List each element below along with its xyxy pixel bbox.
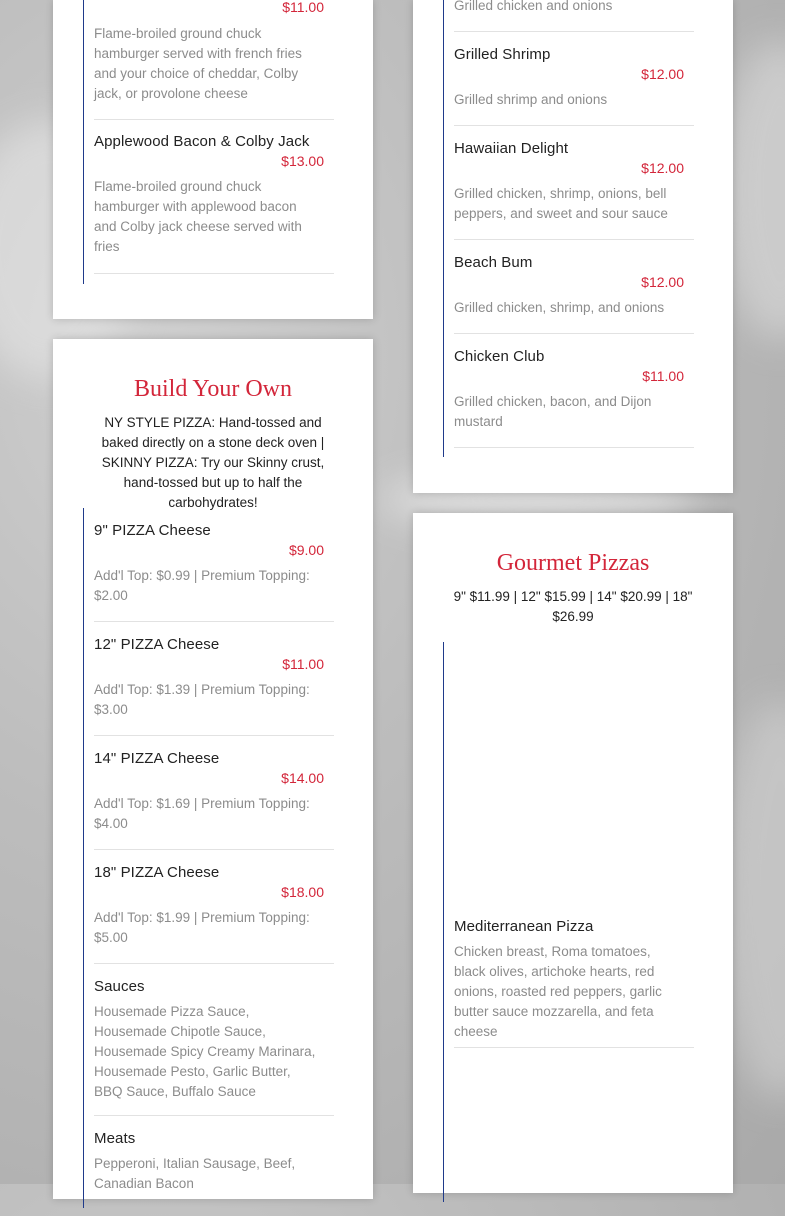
- menu-item: [94, 119, 334, 274]
- item-description: Pepperoni, Italian Sausage, Beef, Canadian Bacon: [94, 1156, 296, 1191]
- item-description: Housemade Pizza Sauce, Housemade Chipotle Sauce, Housemade Spicy Creamy Marinara, Housemade Pesto, Garlic Butter, BBQ Sauce, Buffalo Sauce: [94, 1004, 316, 1099]
- item-description: Grilled chicken, shrimp, onions, bell peppers, and sweet and sour sauce: [454, 186, 668, 221]
- menu-card-build-your-own: [53, 339, 373, 1199]
- section-title: Gourmet Pizzas: [496, 550, 650, 576]
- item-price: $12.00: [641, 274, 684, 290]
- item-name: 9" PIZZA Cheese: [94, 522, 211, 539]
- menu-item: [94, 1116, 334, 1216]
- menu-items-list: [443, 0, 704, 457]
- item-name: Meats: [94, 1130, 136, 1147]
- item-description: Flame-broiled ground chuck hamburger served with french fries and your choice of cheddar, Colby jack, or provolone cheese: [94, 26, 302, 101]
- item-name: Applewood Bacon & Colby Jack: [94, 133, 310, 150]
- item-price: $9.00: [288, 542, 324, 558]
- item-description: Flame-broiled ground chuck hamburger with applewood bacon and Colby jack cheese served with fries: [94, 179, 302, 254]
- item-description: Grilled shrimp and onions: [454, 92, 608, 107]
- item-price: $11.00: [282, 656, 324, 672]
- menu-item: [94, 736, 334, 850]
- item-name: 14" PIZZA Cheese: [94, 750, 220, 767]
- menu-card-gourmet-pizzas: [413, 513, 733, 1193]
- menu-item: [94, 964, 334, 1116]
- menu-item: [454, 0, 694, 32]
- section-title: Build Your Own: [133, 376, 293, 402]
- item-description: Grilled chicken and onions: [454, 0, 613, 13]
- menu-item: [454, 126, 694, 240]
- item-price: $13.00: [281, 153, 324, 169]
- menu-items-list: [83, 0, 344, 284]
- menu-item: [94, 508, 334, 622]
- item-name: Beach Bum: [454, 254, 533, 271]
- item-name: 18" PIZZA Cheese: [94, 864, 220, 881]
- menu-item: [454, 240, 694, 334]
- menu-item: [94, 0, 334, 120]
- item-price: $14.00: [281, 770, 324, 786]
- menu-item: [454, 904, 694, 1048]
- item-price: $11.00: [282, 0, 324, 15]
- menu-items-list: [443, 642, 704, 1202]
- menu-card-grilled: [413, 0, 733, 493]
- menu-items-list: [83, 508, 344, 1208]
- item-name: Grilled Shrimp: [454, 46, 551, 63]
- item-name: Chicken Club: [454, 348, 545, 365]
- section-subtitle: NY STYLE PIZZA: Hand-tossed and baked directly on a stone deck oven | SKINNY PIZZA: Try our Skinny crust, hand-tossed but up to half the carbohydrates!: [101, 415, 325, 510]
- menu-item: [94, 622, 334, 736]
- item-name: Mediterranean Pizza: [454, 918, 594, 935]
- item-price: $12.00: [641, 160, 684, 176]
- item-description: Add'l Top: $1.39 | Premium Topping: $3.00: [94, 682, 310, 717]
- item-description: Add'l Top: $0.99 | Premium Topping: $2.00: [94, 568, 310, 603]
- menu-item: [454, 334, 694, 448]
- item-description: Grilled chicken, bacon, and Dijon mustard: [454, 394, 652, 429]
- menu-card-burgers: [53, 0, 373, 319]
- item-price: $18.00: [281, 884, 324, 900]
- item-description: Add'l Top: $1.99 | Premium Topping: $5.00: [94, 910, 310, 945]
- item-name: Hawaiian Delight: [454, 140, 569, 157]
- item-description: Chicken breast, Roma tomatoes, black olives, artichoke hearts, red onions, roasted red peppers, garlic butter sauce mozzarella, and feta cheese: [454, 944, 662, 1039]
- item-price: $11.00: [642, 368, 684, 384]
- item-name: 12" PIZZA Cheese: [94, 636, 220, 653]
- item-description: Add'l Top: $1.69 | Premium Topping: $4.00: [94, 796, 310, 831]
- item-price: $12.00: [641, 66, 684, 82]
- item-description: Grilled chicken, shrimp, and onions: [454, 300, 665, 315]
- section-subtitle: 9" $11.99 | 12" $15.99 | 14" $20.99 | 18" $26.99: [453, 589, 693, 624]
- menu-item: [94, 850, 334, 964]
- menu-item: [454, 32, 694, 126]
- item-name: Sauces: [94, 978, 145, 995]
